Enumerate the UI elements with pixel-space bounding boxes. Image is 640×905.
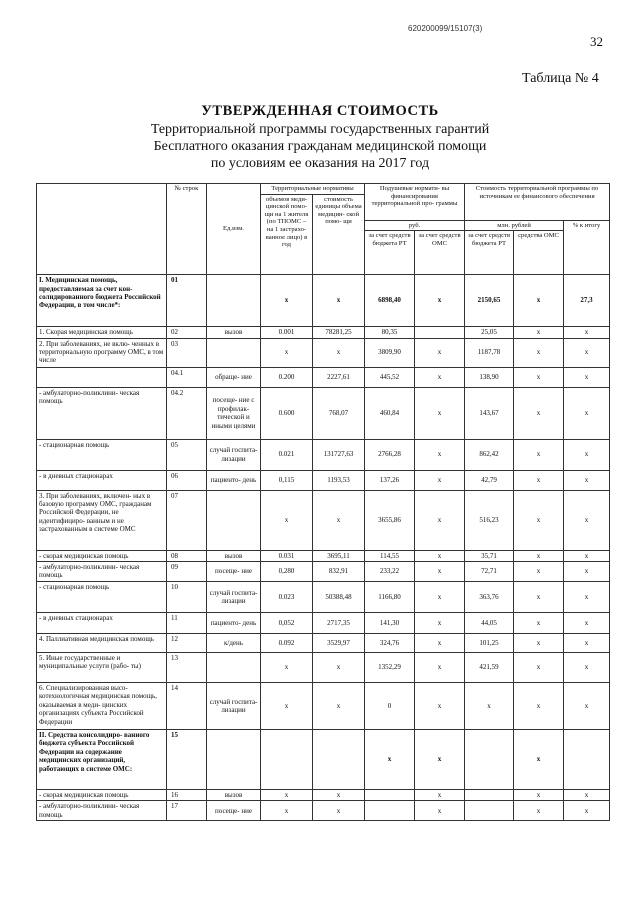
row-cost-budget: 72,71 <box>465 562 514 582</box>
row-norm-cost: x <box>313 653 365 683</box>
row-norm-volume: 0.600 <box>261 387 313 439</box>
row-percap-oms: x <box>415 683 465 730</box>
row-no: 01 <box>167 275 207 327</box>
row-percap-oms: x <box>415 634 465 653</box>
row-norm-cost: 78281,25 <box>313 327 365 338</box>
row-percap-budget: 137,26 <box>365 470 415 490</box>
subtitle-line-1: Территориальной программы государственных гарантий <box>150 122 490 137</box>
row-unit: обраще- ние <box>207 367 261 387</box>
row-norm-volume <box>261 730 313 790</box>
table-row <box>37 683 610 730</box>
row-percap-oms: x <box>415 470 465 490</box>
row-cost-pct: x <box>564 470 610 490</box>
table-row <box>37 730 610 790</box>
row-unit <box>207 338 261 367</box>
row-percap-budget: 141,30 <box>365 613 415 634</box>
row-percap-oms: x <box>415 562 465 582</box>
row-cost-pct: x <box>564 338 610 367</box>
table-row <box>37 582 610 613</box>
row-unit <box>207 275 261 327</box>
row-unit: вызов <box>207 790 261 801</box>
row-percap-budget: 80,35 <box>365 327 415 338</box>
table-row <box>37 550 610 561</box>
document-title: УТВЕРЖДЕННАЯ СТОИМОСТЬ <box>201 103 439 119</box>
row-norm-volume: x <box>261 683 313 730</box>
row-cost-oms: x <box>514 470 564 490</box>
cost-table <box>36 183 610 821</box>
row-cost-oms: x <box>514 683 564 730</box>
table-row <box>37 790 610 801</box>
row-norm-volume: x <box>261 801 313 821</box>
row-percap-budget: 3809,90 <box>365 338 415 367</box>
row-cost-oms: x <box>514 730 564 790</box>
row-cost-budget: 143,67 <box>465 387 514 439</box>
row-cost-budget <box>465 801 514 821</box>
document-number: 620200099/15107(3) <box>408 24 483 33</box>
row-norm-volume: 0.001 <box>261 327 313 338</box>
row-no: 14 <box>167 683 207 730</box>
row-name: - стационарная помощь <box>37 439 167 470</box>
row-name: 3. При заболеваниях, включен- ных в базовую программу ОМС, гражданам Российской Федерации, не идентифициро- ванным и не застрахованным в системе ОМС <box>37 490 167 550</box>
row-percap-oms: x <box>415 730 465 790</box>
row-norm-volume: 0.021 <box>261 439 313 470</box>
row-name: II. Средства консолидиро- ванного бюджета субъекта Российской Федерации на содержание медицинских организаций, работающих в системе ОМС: <box>37 730 167 790</box>
row-norm-cost: 2717,35 <box>313 613 365 634</box>
row-no: 03 <box>167 338 207 367</box>
table-row <box>37 490 610 550</box>
row-unit: случай госпита- лизации <box>207 683 261 730</box>
row-cost-oms: x <box>514 550 564 561</box>
row-no: 04.2 <box>167 387 207 439</box>
row-cost-oms: x <box>514 275 564 327</box>
row-cost-oms: x <box>514 338 564 367</box>
row-norm-cost: x <box>313 275 365 327</box>
row-cost-oms: x <box>514 367 564 387</box>
row-cost-budget: 138,90 <box>465 367 514 387</box>
table-row <box>37 613 610 634</box>
row-norm-cost: 131727,63 <box>313 439 365 470</box>
row-norm-cost: 3529,97 <box>313 634 365 653</box>
row-norm-cost: x <box>313 801 365 821</box>
row-no: 04.1 <box>167 367 207 387</box>
table-body <box>37 275 610 821</box>
row-percap-oms <box>415 327 465 338</box>
header-unit: Ед.изм. <box>207 184 261 275</box>
row-percap-budget: 3655,86 <box>365 490 415 550</box>
row-unit <box>207 730 261 790</box>
row-percap-oms: x <box>415 439 465 470</box>
row-percap-oms: x <box>415 275 465 327</box>
row-percap-oms: x <box>415 338 465 367</box>
row-percap-oms: x <box>415 550 465 561</box>
row-cost-pct: x <box>564 439 610 470</box>
row-cost-budget: 2150,65 <box>465 275 514 327</box>
row-cost-oms: x <box>514 439 564 470</box>
table-row <box>37 367 610 387</box>
table-row <box>37 387 610 439</box>
row-no: 17 <box>167 801 207 821</box>
row-no: 16 <box>167 790 207 801</box>
row-percap-oms: x <box>415 613 465 634</box>
row-name: - амбулаторно-поликлини- ческая помощь <box>37 387 167 439</box>
row-cost-pct: x <box>564 613 610 634</box>
row-percap-budget: 233,22 <box>365 562 415 582</box>
row-no: 06 <box>167 470 207 490</box>
table-label: Таблица № 4 <box>522 71 599 86</box>
row-percap-budget: x <box>365 730 415 790</box>
row-percap-oms: x <box>415 653 465 683</box>
row-name: 2. При заболеваниях, не вклю- ченных в территориальную программу ОМС, в том числе <box>37 338 167 367</box>
row-no: 12 <box>167 634 207 653</box>
row-cost-budget: 516,23 <box>465 490 514 550</box>
row-cost-budget <box>465 790 514 801</box>
row-cost-pct: x <box>564 683 610 730</box>
page-number: 32 <box>590 34 603 49</box>
row-cost-budget: 25,05 <box>465 327 514 338</box>
row-name: 4. Паллиативная медицинская помощь <box>37 634 167 653</box>
header-row-no: № строк <box>167 184 207 275</box>
row-unit: посеще- ние <box>207 801 261 821</box>
row-norm-volume: x <box>261 653 313 683</box>
row-percap-budget: 0 <box>365 683 415 730</box>
row-percap-oms: x <box>415 801 465 821</box>
row-norm-cost <box>313 730 365 790</box>
row-cost-oms: x <box>514 634 564 653</box>
table-row <box>37 327 610 338</box>
row-percap-budget <box>365 790 415 801</box>
row-percap-budget <box>365 801 415 821</box>
table-row <box>37 634 610 653</box>
header-name-cell <box>37 184 167 275</box>
row-cost-pct: 27,3 <box>564 275 610 327</box>
table-row <box>37 653 610 683</box>
row-name: 1. Скорая медицинская помощь <box>37 327 167 338</box>
row-cost-pct: x <box>564 550 610 561</box>
header-cost-group: Стоимость территориальной программы по источникам ее финансового обеспечения <box>465 184 610 221</box>
row-norm-volume: 0,280 <box>261 562 313 582</box>
row-unit: пациенто- день <box>207 470 261 490</box>
row-cost-budget: 42,79 <box>465 470 514 490</box>
row-cost-budget <box>465 730 514 790</box>
subtitle-line-3: по условиям ее оказания на 2017 год <box>210 156 430 171</box>
header-norm-cost: стоимость единицы объема медицин- ской помо- щи <box>313 194 365 275</box>
row-norm-volume: 0.023 <box>261 582 313 613</box>
row-cost-pct: x <box>564 562 610 582</box>
row-percap-budget: 324,76 <box>365 634 415 653</box>
row-cost-oms: x <box>514 801 564 821</box>
row-percap-budget: 2766,28 <box>365 439 415 470</box>
row-no: 05 <box>167 439 207 470</box>
row-no: 11 <box>167 613 207 634</box>
row-unit: случай госпита- лизации <box>207 439 261 470</box>
row-name: - амбулаторно-поликлини- ческая помощь <box>37 562 167 582</box>
row-cost-budget: 1187,78 <box>465 338 514 367</box>
row-name: - скорая медицинская помощь <box>37 550 167 561</box>
row-unit: пациенто- день <box>207 613 261 634</box>
row-no: 09 <box>167 562 207 582</box>
table-row <box>37 439 610 470</box>
row-cost-pct: x <box>564 490 610 550</box>
row-norm-volume: x <box>261 275 313 327</box>
row-cost-oms: x <box>514 562 564 582</box>
row-name: - амбулаторно-поликлини- ческая помощь <box>37 801 167 821</box>
row-percap-budget: 114,55 <box>365 550 415 561</box>
row-unit: к/день <box>207 634 261 653</box>
subtitle-line-2: Бесплатного оказания гражданам медицинской помощи <box>153 139 487 154</box>
header-percap-group: Подушевые нормати- вы финансирования территориальной про- граммы <box>365 184 465 221</box>
header-rub: руб. <box>365 220 465 231</box>
row-norm-volume: x <box>261 790 313 801</box>
row-unit <box>207 653 261 683</box>
row-no: 10 <box>167 582 207 613</box>
row-unit <box>207 490 261 550</box>
row-unit: вызов <box>207 550 261 561</box>
row-unit: посеще- ние <box>207 562 261 582</box>
row-percap-oms: x <box>415 582 465 613</box>
row-norm-volume: 0,115 <box>261 470 313 490</box>
row-name: 5. Иные государственные и муниципальные услуги (рабо- ты) <box>37 653 167 683</box>
row-norm-cost: 832,91 <box>313 562 365 582</box>
table-row <box>37 338 610 367</box>
row-cost-pct: x <box>564 367 610 387</box>
row-unit: посеще- ние с профилак- тической и иными целями <box>207 387 261 439</box>
row-percap-budget: 1352,29 <box>365 653 415 683</box>
row-percap-budget: 460,84 <box>365 387 415 439</box>
row-norm-volume: x <box>261 338 313 367</box>
row-name: - скорая медицинская помощь <box>37 790 167 801</box>
table-header <box>37 184 610 275</box>
table-row <box>37 275 610 327</box>
row-name: - в дневных стационарах <box>37 470 167 490</box>
header-cost-oms: средства ОМС <box>514 231 564 275</box>
row-name: I. Медицинская помощь, предоставляемая за счет кон- солидированного бюджета Российской Федерации, в том числе*: <box>37 275 167 327</box>
table-row <box>37 801 610 821</box>
row-norm-volume: x <box>261 490 313 550</box>
row-name: 6. Специализированная высо- котехнологичная медицинская помощь, оказываемая в меди- цинских организациях субъекта Российской Федерации <box>37 683 167 730</box>
row-cost-pct: x <box>564 790 610 801</box>
row-percap-oms: x <box>415 367 465 387</box>
row-norm-cost: x <box>313 338 365 367</box>
row-cost-oms: x <box>514 790 564 801</box>
row-cost-pct <box>564 730 610 790</box>
row-norm-cost: 3695,11 <box>313 550 365 561</box>
row-norm-cost: x <box>313 683 365 730</box>
header-norm-volume: объемов меди- цинской помо- щи на 1 жителя (по ТПОМС – на 1 застрахо- ванное лицо) в год <box>261 194 313 275</box>
header-norms-group: Территориальные нормативы <box>261 184 365 195</box>
header-percap-oms: за счет средств ОМС <box>415 231 465 275</box>
row-no: 15 <box>167 730 207 790</box>
row-cost-oms: x <box>514 490 564 550</box>
row-cost-pct: x <box>564 582 610 613</box>
table-row <box>37 470 610 490</box>
row-cost-budget: 35,71 <box>465 550 514 561</box>
row-cost-pct: x <box>564 327 610 338</box>
row-percap-oms: x <box>415 490 465 550</box>
row-cost-budget: 101,25 <box>465 634 514 653</box>
row-cost-pct: x <box>564 653 610 683</box>
row-no: 07 <box>167 490 207 550</box>
header-percap-budget: за счет средств бюджета РТ <box>365 231 415 275</box>
row-percap-oms: x <box>415 790 465 801</box>
row-norm-volume: 0,052 <box>261 613 313 634</box>
row-percap-budget: 445,52 <box>365 367 415 387</box>
row-cost-oms: x <box>514 387 564 439</box>
row-cost-oms: x <box>514 613 564 634</box>
row-cost-budget: 363,76 <box>465 582 514 613</box>
row-norm-cost: 50388,48 <box>313 582 365 613</box>
row-cost-pct: x <box>564 801 610 821</box>
row-cost-oms: x <box>514 653 564 683</box>
row-cost-oms: x <box>514 582 564 613</box>
row-percap-oms: x <box>415 387 465 439</box>
row-unit: вызов <box>207 327 261 338</box>
row-cost-budget: 862,42 <box>465 439 514 470</box>
row-norm-volume: 0.092 <box>261 634 313 653</box>
row-percap-budget: 6898,40 <box>365 275 415 327</box>
row-cost-oms: x <box>514 327 564 338</box>
row-name: - в дневных стационарах <box>37 613 167 634</box>
header-cost-budget: за счет средств бюджета РТ <box>465 231 514 275</box>
row-cost-pct: x <box>564 634 610 653</box>
row-norm-cost: 2227,61 <box>313 367 365 387</box>
row-norm-cost: x <box>313 490 365 550</box>
row-norm-cost: 1193,53 <box>313 470 365 490</box>
row-cost-budget: 44,05 <box>465 613 514 634</box>
header-mln: млн. рублей <box>465 220 564 231</box>
row-name: - стационарная помощь <box>37 582 167 613</box>
row-no: 13 <box>167 653 207 683</box>
table-row <box>37 562 610 582</box>
row-norm-cost: 768,07 <box>313 387 365 439</box>
row-percap-budget: 1166,80 <box>365 582 415 613</box>
row-no: 08 <box>167 550 207 561</box>
row-cost-budget: 421,59 <box>465 653 514 683</box>
row-cost-pct: x <box>564 387 610 439</box>
row-name <box>37 367 167 387</box>
row-unit: случай госпита- лизации <box>207 582 261 613</box>
row-norm-volume: 0.200 <box>261 367 313 387</box>
row-no: 02 <box>167 327 207 338</box>
row-cost-budget: x <box>465 683 514 730</box>
row-norm-cost: x <box>313 790 365 801</box>
row-norm-volume: 0.031 <box>261 550 313 561</box>
header-cost-pct: % к итогу <box>564 220 610 275</box>
